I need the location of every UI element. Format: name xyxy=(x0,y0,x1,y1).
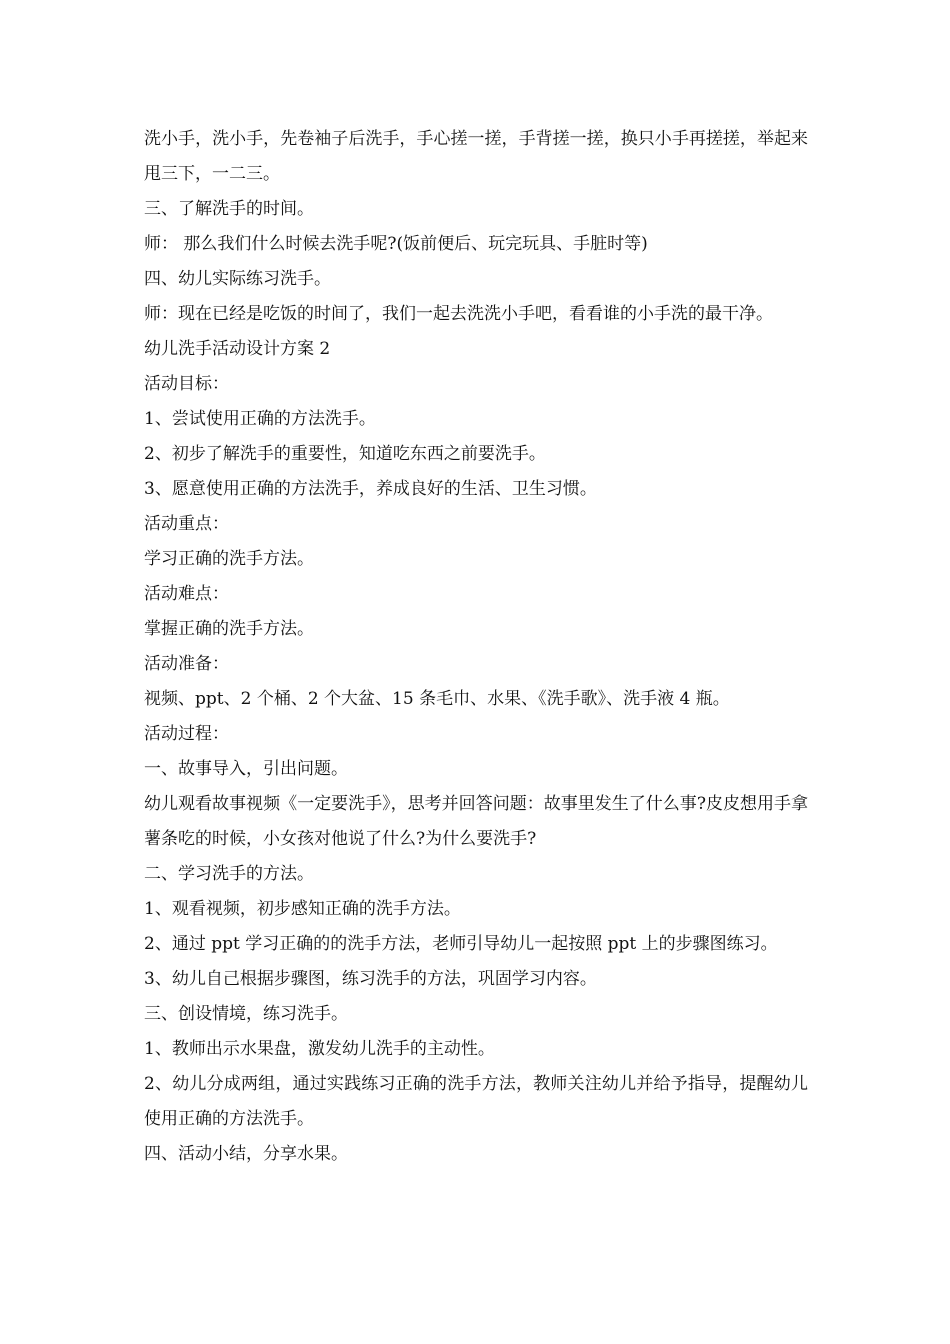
process-step-2-heading: 二、学习洗手的方法。 xyxy=(144,864,314,884)
preparation-text: 视频、ppt、2 个桶、2 个大盆、15 条毛巾、水果、《洗手歌》、洗手液 4 瓶。 xyxy=(144,689,730,709)
heading-process: 活动过程： xyxy=(144,724,229,744)
process-step-4-heading: 四、活动小结，分享水果。 xyxy=(144,1144,348,1164)
heading-difficulty: 活动难点： xyxy=(144,584,229,604)
process-step-1-text: 幼儿观看故事视频《一定要洗手》，思考并回答问题：故事里发生了什么事?皮皮想用手拿薯条吃的时候，小女孩对他说了什么?为什么要洗手? xyxy=(144,794,808,849)
heading-key-point: 活动重点： xyxy=(144,514,229,534)
process-step-2-item-3: 3、幼儿自己根据步骤图，练习洗手的方法，巩固学习内容。 xyxy=(144,969,597,989)
heading-goals: 活动目标： xyxy=(144,374,229,394)
process-step-3-item-2: 2、幼儿分成两组，通过实践练习正确的洗手方法，教师关注幼儿并给予指导，提醒幼儿使用正确的方法洗手。 xyxy=(144,1074,808,1129)
heading-step-3: 三、了解洗手的时间。 xyxy=(144,199,314,219)
process-step-1-heading: 一、故事导入，引出问题。 xyxy=(144,759,348,779)
process-step-3-item-1: 1、教师出示水果盘，激发幼儿洗手的主动性。 xyxy=(144,1039,495,1059)
key-point-text: 学习正确的洗手方法。 xyxy=(144,549,314,569)
goal-item-3: 3、愿意使用正确的方法洗手，养成良好的生活、卫生习惯。 xyxy=(144,479,597,499)
process-step-2-item-1: 1、观看视频，初步感知正确的洗手方法。 xyxy=(144,899,461,919)
section-title-plan-2: 幼儿洗手活动设计方案 2 xyxy=(144,339,331,359)
goal-item-1: 1、尝试使用正确的方法洗手。 xyxy=(144,409,376,429)
document-body xyxy=(144,122,808,1172)
paragraph-teacher-question: 师： 那么我们什么时候去洗手呢?(饭前便后、玩完玩具、手脏时等) xyxy=(144,234,648,254)
goal-item-2: 2、初步了解洗手的重要性，知道吃东西之前要洗手。 xyxy=(144,444,546,464)
process-step-3-heading: 三、创设情境，练习洗手。 xyxy=(144,1004,348,1024)
difficulty-text: 掌握正确的洗手方法。 xyxy=(144,619,314,639)
process-step-2-item-2: 2、通过 ppt 学习正确的的洗手方法，老师引导幼儿一起按照 ppt 上的步骤图练习。 xyxy=(144,934,778,954)
paragraph-handwash-song: 洗小手，洗小手，先卷袖子后洗手，手心搓一搓，手背搓一搓，换只小手再搓搓，举起来甩三下，一二三。 xyxy=(144,129,808,184)
heading-preparation: 活动准备： xyxy=(144,654,229,674)
paragraph-teacher-mealtime: 师：现在已经是吃饭的时间了，我们一起去洗洗小手吧，看看谁的小手洗的最干净。 xyxy=(144,304,773,324)
heading-step-4: 四、幼儿实际练习洗手。 xyxy=(144,269,331,289)
